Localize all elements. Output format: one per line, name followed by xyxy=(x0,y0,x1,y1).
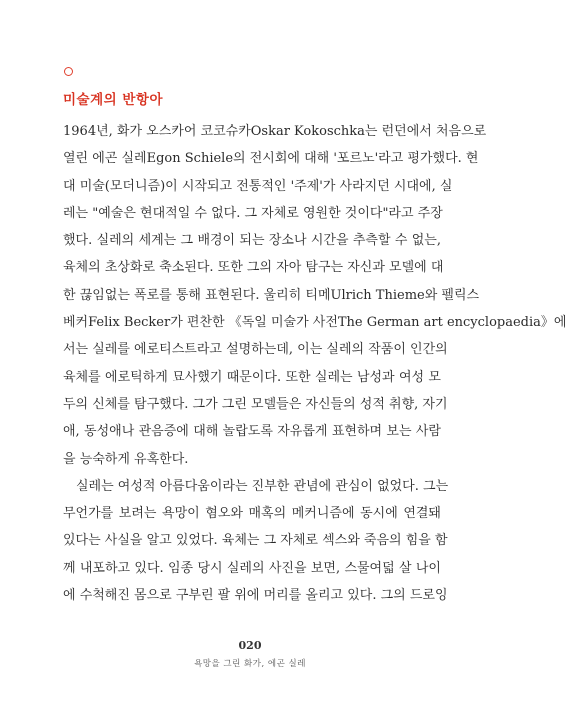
circle-icon xyxy=(64,67,73,76)
text-line: 육체의 초상화로 축소된다. 또한 그의 자아 탐구는 자신과 모델에 대 xyxy=(63,260,444,276)
text-line: 베커Felix Becker가 편찬한 《독일 미술가 사전The German art encyclopaedia》에 xyxy=(63,315,566,331)
text-line: 실레는 여성적 아름다움이라는 진부한 관념에 관심이 없었다. 그는 xyxy=(76,478,449,494)
paragraph-2 xyxy=(63,473,449,609)
text-line: 에 수척해진 몸으로 구부린 팔 위에 머리를 올리고 있다. 그의 드로잉 xyxy=(63,588,448,604)
text-line: 을 능숙하게 유혹한다. xyxy=(63,451,189,467)
text-line: 대 미술(모더니즘)이 시작되고 전통적인 '주제'가 사라지던 시대에, 실 xyxy=(63,178,453,194)
page-number: 020 xyxy=(238,639,262,652)
body-text xyxy=(63,118,566,609)
text-line: 께 내포하고 있다. 임종 당시 실레의 사진을 보면, 스물여덟 살 나이 xyxy=(63,560,441,576)
text-line: 두의 신체를 탐구했다. 그가 그린 모델들은 자신들의 성적 취향, 자기 xyxy=(63,396,448,412)
running-title: 욕망을 그린 화가, 에곤 실레 xyxy=(194,659,306,669)
paragraph-1 xyxy=(63,118,566,473)
text-line: 했다. 실레의 세계는 그 배경이 되는 장소나 시간을 추측할 수 없는, xyxy=(63,233,441,249)
text-line: 육체를 에로틱하게 묘사했기 때문이다. 또한 실레는 남성과 여성 모 xyxy=(63,369,441,385)
text-line: 무언가를 보려는 욕망이 혐오와 매혹의 메커니즘에 동시에 연결돼 xyxy=(63,506,441,522)
text-line: 있다는 사실을 알고 있었다. 육체는 그 자체로 섹스와 죽음의 힘을 함 xyxy=(63,533,448,549)
text-line: 레는 "예술은 현대적일 수 없다. 그 자체로 영원한 것이다"라고 주장 xyxy=(63,205,443,221)
text-line: 서는 실레를 에로티스트라고 설명하는데, 이는 실레의 작품이 인간의 xyxy=(63,342,448,358)
section-title: 미술계의 반항아 xyxy=(63,92,163,108)
text-line: 애, 동성애나 관음증에 대해 놀랍도록 자유롭게 표현하며 보는 사람 xyxy=(63,424,441,440)
text-line: 1964년, 화가 오스카어 코코슈카Oskar Kokoschka는 런던에서 처음으로 xyxy=(63,124,487,139)
text-line: 열린 에곤 실레Egon Schiele의 전시회에 대해 '포르노'라고 평가했다. 현 xyxy=(63,151,479,167)
text-line: 한 끊임없는 폭로를 통해 표현된다. 울리히 티메Ulrich Thieme와 펠릭스 xyxy=(63,287,480,303)
